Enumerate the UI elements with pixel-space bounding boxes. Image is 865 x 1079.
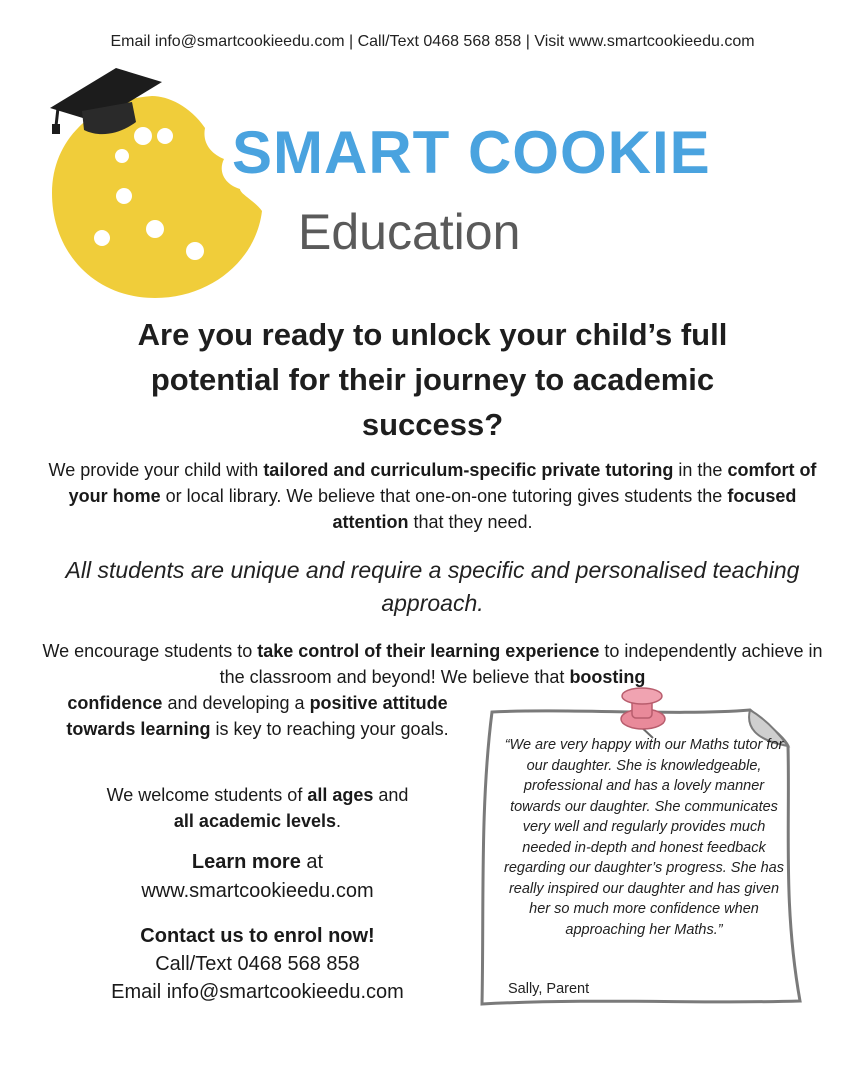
website-link[interactable]: www.smartcookieedu.com xyxy=(141,880,374,902)
encourage-paragraph: We encourage students to take control of their learning experience to independently achieve in the classroom and beyond! We believe that boosting xyxy=(42,641,823,687)
testimonial-quote: “We are very happy with our Maths tutor for our daughter. She is knowledgeable, professional and has a lovely manner towards our daughter. She communicates very well and regularly provides much needed in-depth and honest feedback regarding our daughter’s progress. She has really inspired our daughter and has given her so much more confidence when approaching her Maths.” xyxy=(504,737,784,938)
contact-info-line: Email info@smartcookieedu.com | Call/Text 0468 568 858 | Visit www.smartcookieedu.com xyxy=(110,33,755,50)
cookie-icon xyxy=(52,96,262,298)
phone-number[interactable]: Call/Text 0468 568 858 xyxy=(155,953,360,975)
brand-subtitle: Education xyxy=(298,204,521,260)
italic-statement: All students are unique and require a specific and personalised teaching approach. xyxy=(65,557,800,616)
headline: Are you ready to unlock your child’s full potential for their journey to academic success? xyxy=(137,317,728,442)
encourage-paragraph-continued: confidence and developing a positive attitude towards learning is key to reaching your goals. xyxy=(66,693,449,739)
welcome-paragraph: We welcome students of all ages and all academic levels. xyxy=(106,785,409,831)
brand-name: SMART COOKIE xyxy=(232,119,711,186)
contact-block xyxy=(60,922,455,1006)
learn-more: Learn more at www.smartcookieedu.com xyxy=(141,851,374,902)
contact-heading: Contact us to enrol now! xyxy=(140,925,375,947)
testimonial-author: Sally, Parent xyxy=(508,981,590,997)
intro-paragraph: We provide your child with tailored and curriculum-specific private tutoring in the comfort of your home or local library. We believe that one-on-one tutoring gives students the focused attention that they need. xyxy=(48,460,817,532)
email-address[interactable]: Email info@smartcookieedu.com xyxy=(111,981,404,1003)
